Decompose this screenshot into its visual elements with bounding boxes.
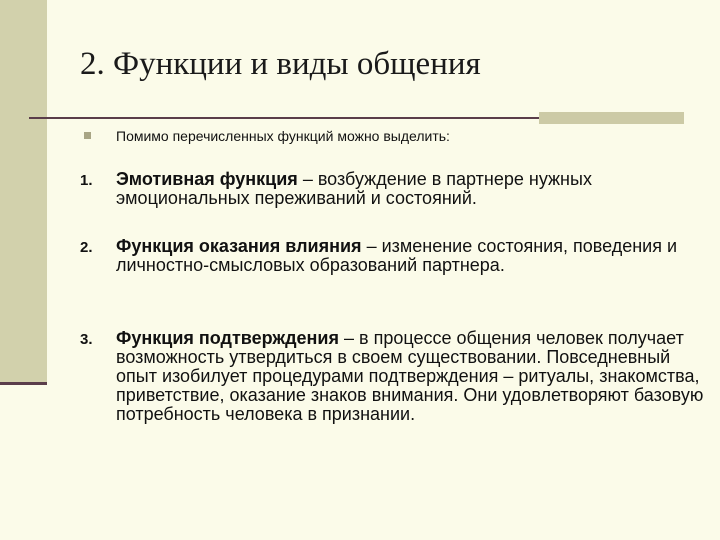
item-text: – в процессе общения человек получает возможность утвердиться в своем существовании. Повседневный опыт изобилует процедурами подтверждения – ритуалы, знакомства, приветствие, оказание знаков внимания. Они удовлетворяют базовую потребность человека в признании. [116, 328, 704, 424]
intro-text: Помимо перечисленных функций можно выделить: [116, 128, 450, 144]
slide-title: 2. Функции и виды общения [80, 46, 481, 82]
decorative-side-rule [0, 382, 47, 385]
item-term: Эмотивная функция [116, 169, 298, 189]
item-number: 1. [80, 172, 93, 189]
item-text: – изменение состояния, поведения и личностно-смысловых образований партнера. [116, 236, 678, 275]
decorative-title-block [539, 112, 684, 124]
item-term: Функция подтверждения [116, 328, 339, 348]
item-term: Функция оказания влияния [116, 236, 362, 256]
item-body [116, 170, 706, 208]
item-text: – возбуждение в партнере нужных эмоциональных переживаний и состояний. [116, 169, 592, 208]
square-bullet-icon [84, 132, 91, 139]
item-body [116, 329, 706, 424]
item-number: 2. [80, 239, 93, 256]
intro-line [82, 128, 682, 148]
item-body [116, 237, 706, 275]
item-number: 3. [80, 331, 93, 348]
decorative-side-band [0, 0, 47, 382]
title-divider [29, 117, 539, 119]
